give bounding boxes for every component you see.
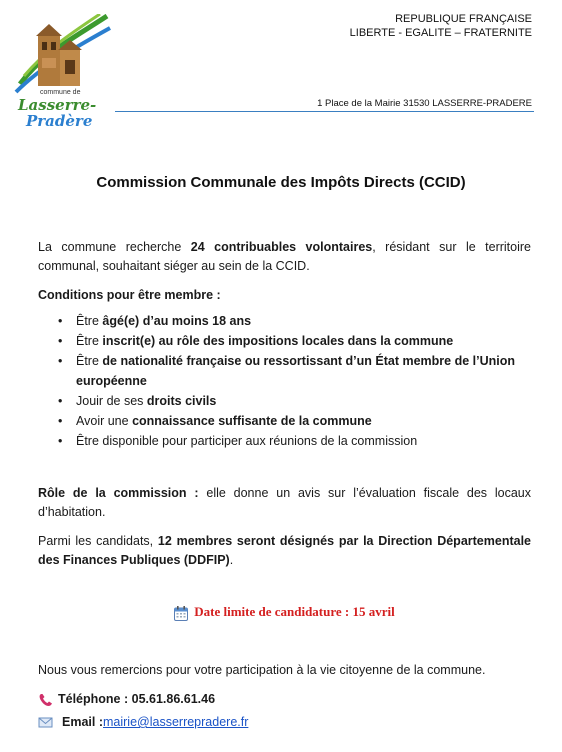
republic-motto: LIBERTE - EGALITE – FRATERNITE (349, 27, 532, 39)
logo-name-line2: Pradère (26, 112, 93, 130)
bullet-icon: • (58, 394, 63, 408)
thanks-paragraph: Nous vous remercions pour votre participation à la vie citoyenne de la commune. (38, 663, 486, 677)
condition-text: Être (76, 314, 103, 328)
email-label: Email : (62, 715, 103, 729)
calendar-icon (174, 606, 188, 621)
role-paragraph (38, 484, 531, 522)
role-label: Rôle de la commission : (38, 486, 199, 500)
phone-icon (38, 693, 54, 707)
condition-item (58, 391, 531, 411)
bullet-icon: • (58, 414, 63, 428)
designation-paragraph (38, 532, 531, 570)
condition-bold: âgé(e) d’au moins 18 ans (102, 314, 252, 328)
conditions-list (38, 311, 531, 451)
phone-text: Téléphone : 05.61.86.61.46 (58, 692, 216, 706)
condition-item (58, 431, 531, 451)
condition-item (58, 411, 531, 431)
condition-bold: de nationalité française ou ressortissant d’un État membre de l’Union européenne (76, 354, 515, 388)
conditions-heading: Conditions pour être membre : (38, 288, 221, 302)
designation-end: . (229, 553, 234, 567)
logo-small-text: commune de (40, 89, 81, 96)
condition-bold: inscrit(e) au rôle des impositions locales dans la commune (102, 334, 454, 348)
deadline-line (38, 602, 531, 621)
condition-item (58, 331, 531, 351)
role-text: elle donne un avis sur l’évaluation fiscale des locaux d’habitation. (38, 486, 531, 519)
condition-text: Avoir une (76, 414, 133, 428)
logo-name-line1: Lasserre- (18, 96, 97, 114)
designation-text: Parmi les candidats, (38, 534, 158, 548)
condition-text: Être disponible pour participer aux réunions de la commission (76, 434, 418, 448)
page-title: Commission Communale des Impôts Directs (CCID) (96, 174, 466, 191)
bullet-icon: • (58, 334, 63, 348)
bullet-icon: • (58, 434, 63, 448)
email-icon (38, 716, 54, 729)
condition-bold: droits civils (146, 394, 217, 408)
condition-text: Être (76, 354, 103, 368)
bullet-icon: • (58, 354, 63, 368)
intro-text-2: , résidant sur le territoire communal, souhaitant siéger au sein de la CCID. (38, 240, 531, 273)
phone-line (38, 690, 531, 709)
document-body (38, 238, 531, 732)
condition-item (58, 311, 531, 331)
designation-bold: 12 membres seront désignés par la Direction Départementale des Finances Publiques (DDFIP) (38, 534, 531, 567)
commune-logo (12, 14, 112, 130)
email-line (38, 713, 531, 732)
intro-bold: 24 contribuables volontaires (190, 240, 373, 254)
condition-text: Être (76, 334, 103, 348)
intro-paragraph (38, 238, 531, 276)
republic-header (350, 12, 532, 40)
header-divider (115, 111, 534, 112)
intro-text-1: La commune recherche (38, 240, 191, 254)
republic-name: REPUBLIQUE FRANÇAISE (395, 13, 532, 25)
email-link[interactable]: mairie@lasserrepradere.fr (103, 715, 249, 729)
bullet-icon: • (58, 314, 63, 328)
condition-text: Jouir de ses (76, 394, 147, 408)
condition-item (58, 351, 531, 391)
deadline-text: Date limite de candidature : 15 avril (194, 604, 395, 619)
condition-bold: connaissance suffisante de la commune (132, 414, 372, 428)
town-hall-address: 1 Place de la Mairie 31530 LASSERRE-PRADERE (317, 98, 532, 109)
